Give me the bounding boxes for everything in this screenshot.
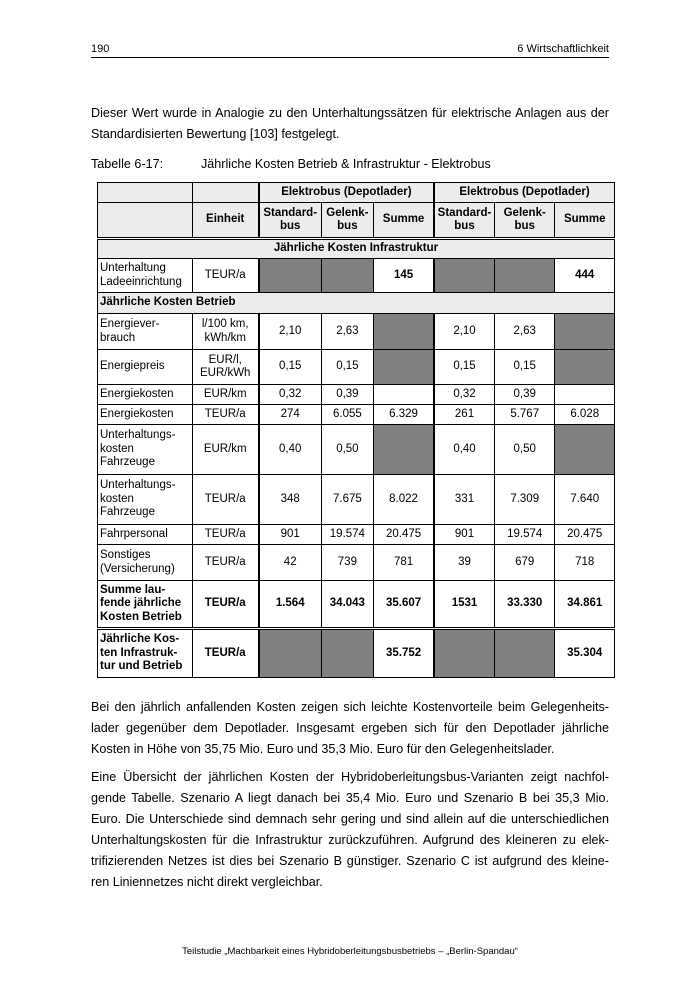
- caption-number: Tabelle 6-17:: [91, 157, 164, 171]
- empty-cell: [321, 259, 373, 293]
- row-label: Energiepreis: [98, 350, 193, 385]
- page-footer: Teilstudie „Machbarkeit eines Hybridoberleitungsbusbetriebs – „Berlin-Spandau“: [182, 946, 518, 957]
- page-header: [91, 43, 609, 58]
- value-cell: 42: [259, 545, 321, 581]
- empty-cell: [374, 350, 434, 385]
- col-gelenk-b: Gelenk-bus: [494, 203, 554, 239]
- corner-cell: [192, 183, 259, 203]
- value-cell: 6.028: [555, 405, 615, 425]
- caption-title: Jährliche Kosten Betrieb & Infrastruktur - Elektrobus: [201, 157, 491, 171]
- group-header-a: Elektrobus (Depotlader): [259, 183, 434, 203]
- section-row-infrastruktur: [98, 239, 615, 259]
- col-einheit: Einheit: [192, 203, 259, 239]
- table-row: [98, 350, 615, 385]
- paragraph-uebersicht: Eine Übersicht der jährlichen Kosten der Hybridoberleitungsbus-Varianten zeigt nachfol-gende Tabelle. Szenario A liegt danach bei 35,4 Mio. Euro und Szenario B bei 35,3 Mio. Euro. Die Unterschiede sind demnach sehr gering und sind allein auf die unterschiedlichen Unterhaltungskosten für die Infrastruktur zurückzuführen. Aufgrund des kleineren zu elek-trifizierenden Netzes ist dies bei Szenario B günstiger. Szenario C ist aufgrund des kleine-ren Liniennetzes nicht direkt vergleichbar.: [91, 770, 609, 889]
- section-row-betrieb: [98, 293, 615, 314]
- value-cell: 0,15: [494, 350, 554, 385]
- value-cell: 444: [555, 259, 615, 293]
- table-row: [98, 545, 615, 581]
- empty-cell: [434, 259, 494, 293]
- col-summe-a: Summe: [374, 203, 434, 239]
- value-cell: 7.675: [321, 475, 373, 525]
- column-header-row: [98, 203, 615, 239]
- value-cell: 0,15: [259, 350, 321, 385]
- unit-cell: EUR/km: [192, 425, 259, 475]
- value-cell: 2,63: [321, 314, 373, 350]
- row-label: Unterhaltung Ladeeinrichtung: [98, 259, 193, 293]
- value-cell: 0,32: [259, 385, 321, 405]
- value-cell: 1.564: [259, 581, 321, 629]
- row-label: Summe lau-fende jährliche Kosten Betrieb: [98, 581, 193, 629]
- row-label: Jährliche Kos-ten Infrastruk-tur und Betrieb: [98, 629, 193, 678]
- col-standard-b: Standard-bus: [434, 203, 494, 239]
- value-cell: 679: [494, 545, 554, 581]
- empty-cell: [494, 259, 554, 293]
- table-caption: [91, 157, 491, 171]
- row-label: Energiekosten: [98, 405, 193, 425]
- table-row: [98, 314, 615, 350]
- value-cell: 331: [434, 475, 494, 525]
- value-cell: 718: [555, 545, 615, 581]
- col-standard-a: Standard-bus: [259, 203, 321, 239]
- unit-cell: TEUR/a: [192, 405, 259, 425]
- row-label: Fahrpersonal: [98, 525, 193, 545]
- value-cell: 20.475: [374, 525, 434, 545]
- value-cell: 7.309: [494, 475, 554, 525]
- value-cell: 2,10: [259, 314, 321, 350]
- value-cell: 5.767: [494, 405, 554, 425]
- value-cell: 0,50: [321, 425, 373, 475]
- row-label: Energiever-brauch: [98, 314, 193, 350]
- empty-cell: [555, 350, 615, 385]
- value-cell: 901: [259, 525, 321, 545]
- table-row: [98, 425, 615, 475]
- row-label: Unterhaltungs-kosten Fahrzeuge: [98, 425, 193, 475]
- row-label: Sonstiges (Versicherung): [98, 545, 193, 581]
- group-header-b: Elektrobus (Depotlader): [434, 183, 614, 203]
- value-cell: 0,40: [434, 425, 494, 475]
- value-cell: 0,32: [434, 385, 494, 405]
- intro-paragraph: Dieser Wert wurde in Analogie zu den Unterhaltungssätzen für elektrische Anlagen aus der Standardisierten Bewertung [103] festgelegt.: [91, 106, 609, 141]
- empty-cell: [555, 314, 615, 350]
- empty-cell: [259, 259, 321, 293]
- table-row: [98, 385, 615, 405]
- empty-cell: [321, 629, 373, 678]
- row-label: Unterhaltungs-kosten Fahrzeuge: [98, 475, 193, 525]
- table-row: [98, 405, 615, 425]
- value-cell: 0,39: [321, 385, 373, 405]
- empty-cell: [374, 385, 434, 405]
- value-cell: 261: [434, 405, 494, 425]
- value-cell: 274: [259, 405, 321, 425]
- value-cell: 1531: [434, 581, 494, 629]
- empty-cell: [434, 629, 494, 678]
- group-header-row: [98, 183, 615, 203]
- value-cell: 19.574: [321, 525, 373, 545]
- row-label: Energiekosten: [98, 385, 193, 405]
- col-gelenk-a: Gelenk-bus: [321, 203, 373, 239]
- unit-cell: TEUR/a: [192, 475, 259, 525]
- corner-cell: [98, 203, 193, 239]
- value-cell: 35.607: [374, 581, 434, 629]
- value-cell: 0,50: [494, 425, 554, 475]
- empty-cell: [374, 314, 434, 350]
- unit-cell: TEUR/a: [192, 545, 259, 581]
- table-row: [98, 259, 615, 293]
- paragraph-kostenvorteile: Bei den jährlich anfallenden Kosten zeigen sich leichte Kostenvorteile beim Gelegenheits-lader gegenüber dem Depotlader. Insgesamt ergeben sich für den Depotlader jährliche Kosten in Höhe von 35,75 Mio. Euro und 35,3 Mio. Euro für den Gelegenheitslader.: [91, 700, 609, 756]
- value-cell: 6.055: [321, 405, 373, 425]
- summary-row-betrieb: [98, 581, 615, 629]
- unit-cell: EUR/l, EUR/kWh: [192, 350, 259, 385]
- value-cell: 2,63: [494, 314, 554, 350]
- value-cell: 348: [259, 475, 321, 525]
- value-cell: 0,40: [259, 425, 321, 475]
- empty-cell: [555, 425, 615, 475]
- empty-cell: [494, 629, 554, 678]
- unit-cell: TEUR/a: [192, 259, 259, 293]
- section-label: Jährliche Kosten Infrastruktur: [98, 239, 615, 259]
- value-cell: 35.304: [555, 629, 615, 678]
- unit-cell: TEUR/a: [192, 525, 259, 545]
- col-summe-b: Summe: [555, 203, 615, 239]
- value-cell: 7.640: [555, 475, 615, 525]
- value-cell: 34.861: [555, 581, 615, 629]
- empty-cell: [259, 629, 321, 678]
- value-cell: 6.329: [374, 405, 434, 425]
- unit-cell: l/100 km, kWh/km: [192, 314, 259, 350]
- value-cell: 39: [434, 545, 494, 581]
- table-row: [98, 475, 615, 525]
- empty-cell: [374, 425, 434, 475]
- value-cell: 20.475: [555, 525, 615, 545]
- empty-cell: [555, 385, 615, 405]
- page-number: 190: [91, 43, 110, 55]
- unit-cell: TEUR/a: [192, 629, 259, 678]
- value-cell: 145: [374, 259, 434, 293]
- summary-row-gesamt: [98, 629, 615, 678]
- value-cell: 33.330: [494, 581, 554, 629]
- value-cell: 781: [374, 545, 434, 581]
- value-cell: 8.022: [374, 475, 434, 525]
- corner-cell: [98, 183, 193, 203]
- unit-cell: TEUR/a: [192, 581, 259, 629]
- cost-table: [97, 182, 615, 678]
- section-label: Jährliche Kosten Betrieb: [98, 293, 615, 314]
- unit-cell: EUR/km: [192, 385, 259, 405]
- value-cell: 2,10: [434, 314, 494, 350]
- value-cell: 0,39: [494, 385, 554, 405]
- value-cell: 901: [434, 525, 494, 545]
- value-cell: 0,15: [321, 350, 373, 385]
- value-cell: 0,15: [434, 350, 494, 385]
- value-cell: 34.043: [321, 581, 373, 629]
- value-cell: 35.752: [374, 629, 434, 678]
- table-row: [98, 525, 615, 545]
- chapter-title: 6 Wirtschaftlichkeit: [517, 43, 609, 55]
- value-cell: 739: [321, 545, 373, 581]
- value-cell: 19.574: [494, 525, 554, 545]
